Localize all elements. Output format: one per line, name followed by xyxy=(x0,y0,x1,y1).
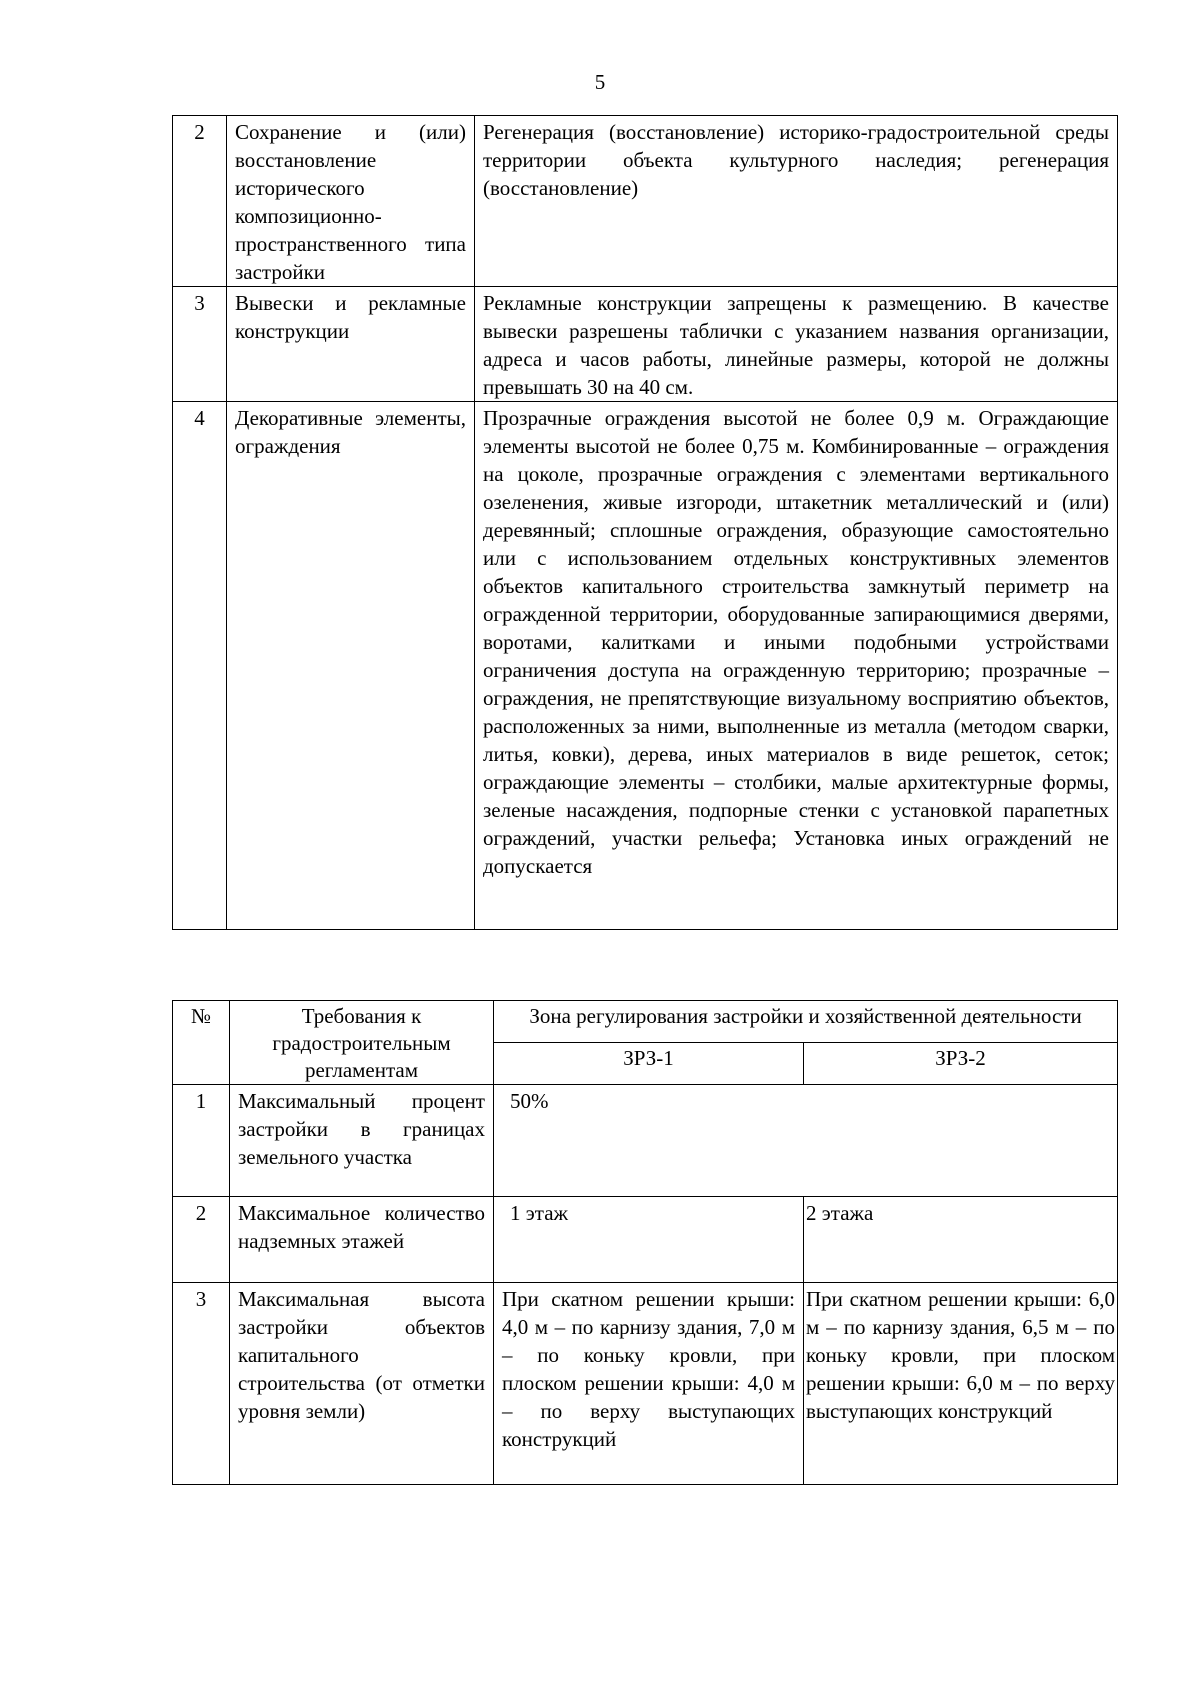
row-name: Вывески и рекламные конструкции xyxy=(227,287,475,402)
row-name: Декоративные элементы, ограждения xyxy=(227,402,475,930)
row-name: Максимальное количество надземных этажей xyxy=(230,1197,494,1283)
row-number: 4 xyxy=(173,402,227,930)
row-text: Регенерация (восстановление) историко-градостроительной среды территории объекта культурного наследия; регенерация (восстановление) xyxy=(475,116,1118,287)
table-row xyxy=(173,116,1118,287)
regulations-table xyxy=(172,115,1118,930)
header-zrz2: ЗРЗ-2 xyxy=(804,1043,1118,1085)
header-zrz1: ЗРЗ-1 xyxy=(494,1043,804,1085)
row-number: 3 xyxy=(173,287,227,402)
header-number: № xyxy=(173,1001,230,1085)
row-number: 2 xyxy=(173,116,227,287)
row-name: Максимальный процент застройки в границах земельного участка xyxy=(230,1085,494,1197)
zone-requirements-table xyxy=(172,1000,1118,1485)
table-header-row xyxy=(173,1001,1118,1043)
table-row xyxy=(173,402,1118,930)
page-number: 5 xyxy=(594,70,606,94)
table-row xyxy=(173,287,1118,402)
row-zrz2: При скатном решении крыши: 6,0 м – по карнизу здания, 6,5 м – по коньку кровли, при плоском решении крыши: 6,0 м – по верху выступающих конструкций xyxy=(804,1283,1118,1485)
row-name: Сохранение и (или) восстановление исторического композиционно-пространственного типа застройки xyxy=(227,116,475,287)
row-number: 1 xyxy=(173,1085,230,1197)
table-row xyxy=(173,1197,1118,1283)
row-zrz1: 1 этаж xyxy=(494,1197,804,1283)
row-text: Рекламные конструкции запрещены к размещению. В качестве вывески разрешены таблички с указанием названия организации, адреса и часов работы, линейные размеры, которой не должны превышать 30 на 40 см. xyxy=(475,287,1118,402)
row-text: Прозрачные ограждения высотой не более 0,9 м. Ограждающие элементы высотой не более 0,75 м. Комбинированные – ограждения на цоколе, прозрачные ограждения с элементами вертикального озеленения, живые изгороди, штакетник металлический и (или) деревянный; сплошные ограждения, образующие самостоятельно или с использованием отдельных конструктивных элементов объектов капитального строительства замкнутый периметр на огражденной территории, оборудованные запирающимися дверями, воротами, калитками и иными подобными устройствами ограничения доступа на огражденную территорию; прозрачные – ограждения, не препятствующие визуальному восприятию объектов, расположенных за ними, выполненные из металла (методом сварки, литья, ковки), дерева, иных материалов в виде решеток, сеток; ограждающие элементы – столбики, малые архитектурные формы, зеленые насаждения, подпорные стенки с установкой парапетных ограждений, участки рельефа; Установка иных ограждений не допускается xyxy=(475,402,1118,930)
header-zone: Зона регулирования застройки и хозяйственной деятельности xyxy=(494,1001,1118,1043)
table-row xyxy=(173,1085,1118,1197)
row-zrz1: При скатном решении крыши: 4,0 м – по карнизу здания, 7,0 м – по коньку кровли, при плоском решении крыши: 4,0 м – по верху выступающих конструкций xyxy=(494,1283,804,1485)
header-requirements: Требования к градостроительным регламентам xyxy=(230,1001,494,1085)
row-zrz2: 2 этажа xyxy=(804,1197,1118,1283)
row-number: 3 xyxy=(173,1283,230,1485)
row-number: 2 xyxy=(173,1197,230,1283)
row-value: 50% xyxy=(494,1085,1118,1197)
row-name: Максимальная высота застройки объектов капитального строительства (от отметки уровня земли) xyxy=(230,1283,494,1485)
table-row xyxy=(173,1283,1118,1485)
